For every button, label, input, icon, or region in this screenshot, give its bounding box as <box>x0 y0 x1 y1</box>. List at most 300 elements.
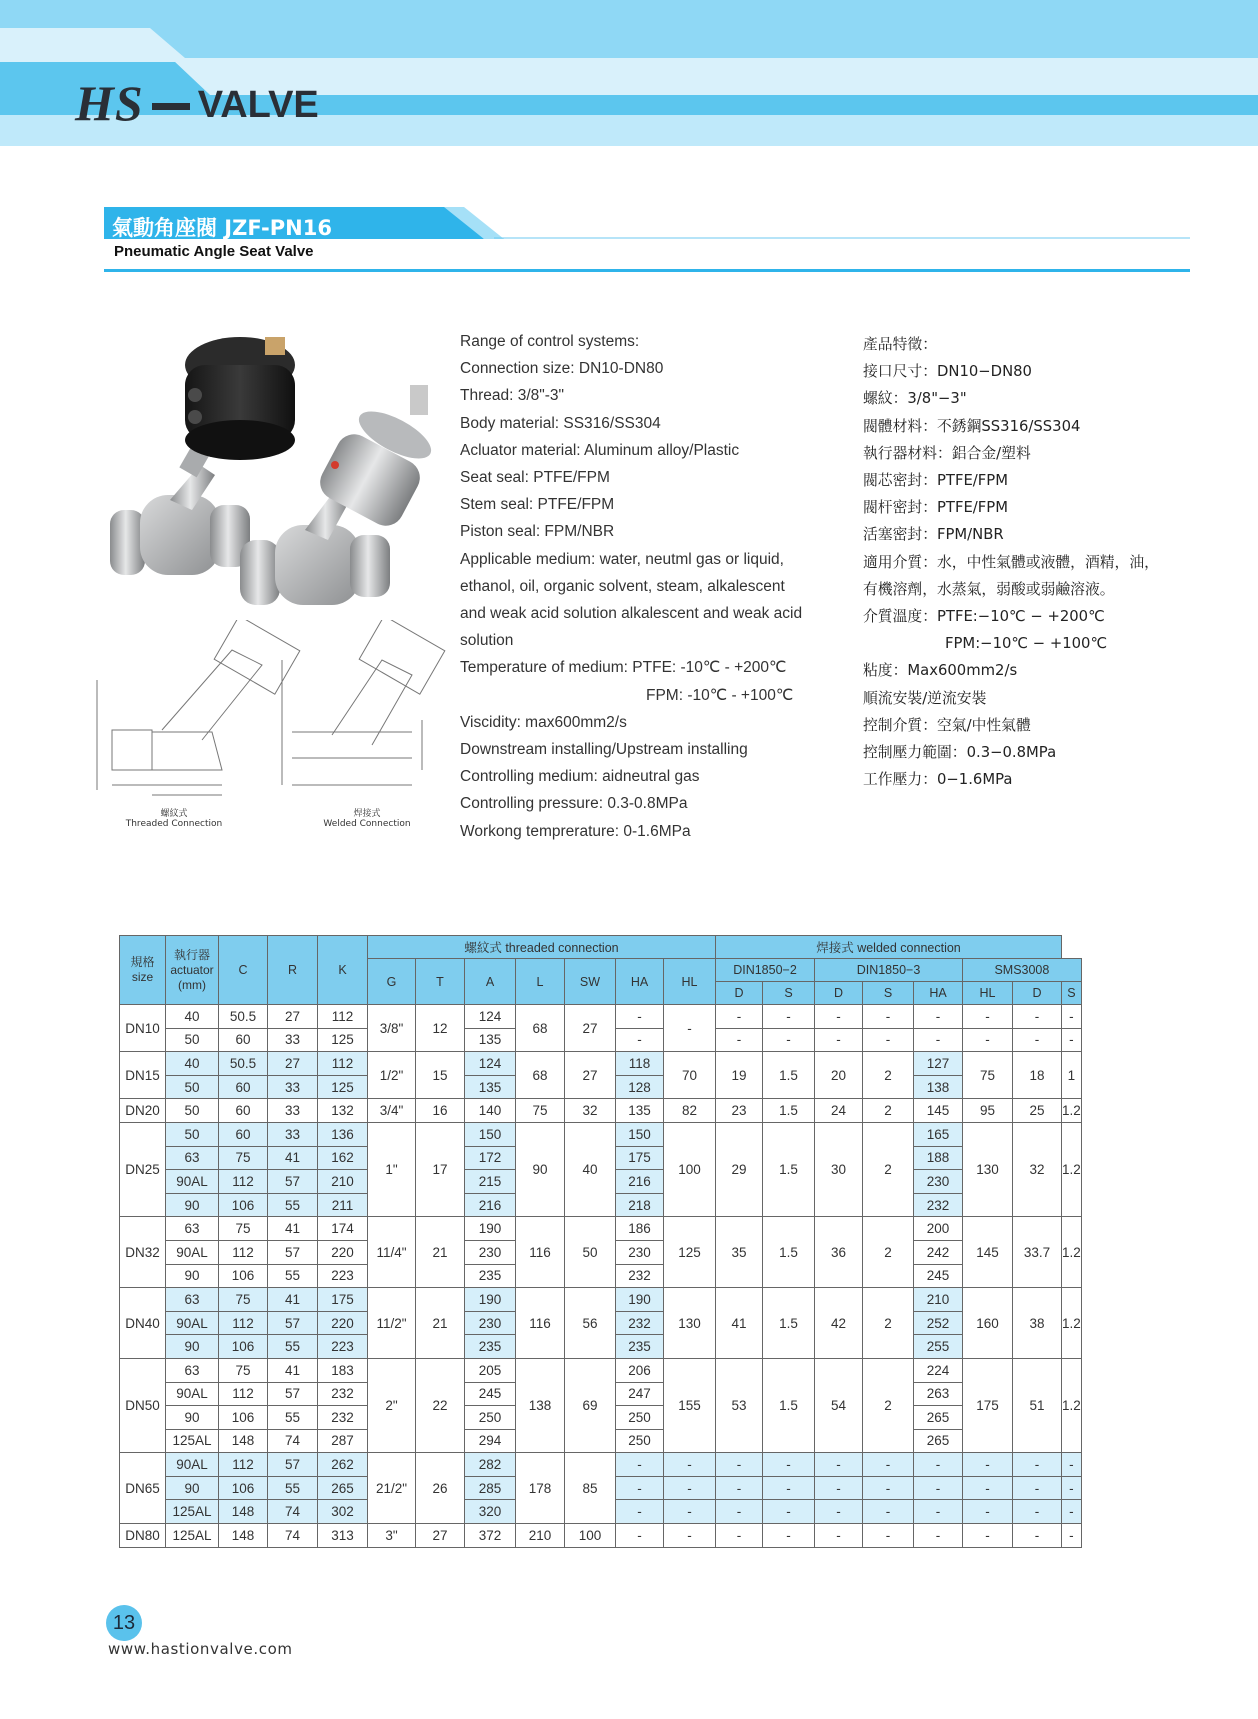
cell-d1s: 1.5 <box>763 1288 815 1359</box>
cell-k: 183 <box>318 1358 368 1382</box>
cell-a: 150 <box>465 1122 516 1146</box>
title-english: Pneumatic Angle Seat Valve <box>114 243 314 260</box>
cell-ss: - <box>1062 1500 1082 1524</box>
col-ha-header: HA <box>616 959 664 1005</box>
cell-d1d: - <box>716 1005 763 1029</box>
cell-shl: 145 <box>963 1217 1013 1288</box>
col-l-header: L <box>516 959 565 1005</box>
cell-size: DN50 <box>120 1358 166 1452</box>
cell-t: 16 <box>416 1099 465 1123</box>
spec-en-line: solution <box>460 632 514 650</box>
cell-k: 223 <box>318 1335 368 1359</box>
col-actuator-header <box>166 936 219 1005</box>
cell-r: 57 <box>268 1170 318 1194</box>
cell-k: 125 <box>318 1075 368 1099</box>
cell-k: 220 <box>318 1311 368 1335</box>
cell-sd: - <box>1013 1453 1062 1477</box>
cell-act: 50 <box>166 1028 219 1052</box>
page-number: 13 <box>106 1605 142 1641</box>
cell-size: DN15 <box>120 1052 166 1099</box>
cell-g: 2" <box>368 1358 416 1452</box>
cell-d2ha: 242 <box>914 1240 963 1264</box>
col-din3-ha-header: HA <box>914 982 963 1005</box>
cell-l: 210 <box>516 1524 565 1548</box>
cell-ha: 235 <box>616 1335 664 1359</box>
cell-r: 27 <box>268 1052 318 1076</box>
cell-d1s: - <box>763 1028 815 1052</box>
cell-sd: - <box>1013 1500 1062 1524</box>
cell-g: 1/2" <box>368 1052 416 1099</box>
cell-sw: 56 <box>565 1288 616 1359</box>
spec-cn-line: 閥芯密封：PTFE/FPM <box>863 472 1008 490</box>
cell-hl: 130 <box>664 1288 716 1359</box>
cell-ha: 150 <box>616 1122 664 1146</box>
cell-r: 57 <box>268 1240 318 1264</box>
cell-a: 205 <box>465 1358 516 1382</box>
spec-en-line: and weak acid solution alkalescent and weak acid <box>460 605 803 623</box>
size-header-en: size <box>131 970 154 984</box>
cell-act: 40 <box>166 1052 219 1076</box>
table-row <box>120 1358 1082 1382</box>
cell-sw: 69 <box>565 1358 616 1452</box>
cell-sd: - <box>1013 1476 1062 1500</box>
cell-d2ha: 265 <box>914 1429 963 1453</box>
cell-r: 33 <box>268 1122 318 1146</box>
spec-cn-line: 粘度：Max600mm2/s <box>863 662 1018 680</box>
cell-d2ha: 145 <box>914 1099 963 1123</box>
cell-k: 132 <box>318 1099 368 1123</box>
cell-ha: 175 <box>616 1146 664 1170</box>
cell-shl: - <box>963 1028 1013 1052</box>
cell-d1d: - <box>716 1476 763 1500</box>
cell-ha: - <box>616 1476 664 1500</box>
cell-d2d: - <box>815 1005 863 1029</box>
cell-c: 106 <box>219 1335 268 1359</box>
cell-shl: - <box>963 1524 1013 1548</box>
cell-d2ha: 200 <box>914 1217 963 1241</box>
cell-d1d: - <box>716 1524 763 1548</box>
cell-act: 125AL <box>166 1500 219 1524</box>
col-g-header: G <box>368 959 416 1005</box>
cell-g: 11/4" <box>368 1217 416 1288</box>
footer-url: www.hastionvalve.com <box>108 1640 293 1658</box>
cell-d2s: - <box>863 1453 914 1477</box>
cell-d2s: 2 <box>863 1122 914 1216</box>
cell-act: 90AL <box>166 1240 219 1264</box>
cell-ha: 216 <box>616 1170 664 1194</box>
cell-d2ha: - <box>914 1028 963 1052</box>
cell-r: 55 <box>268 1264 318 1288</box>
cell-a: 320 <box>465 1500 516 1524</box>
cell-size: DN40 <box>120 1288 166 1359</box>
cell-d2s: - <box>863 1476 914 1500</box>
cell-size: DN25 <box>120 1122 166 1216</box>
col-din3-d-header: D <box>815 982 863 1005</box>
cell-l: 68 <box>516 1052 565 1099</box>
cell-k: 162 <box>318 1146 368 1170</box>
cell-ha: 232 <box>616 1264 664 1288</box>
cell-shl: 160 <box>963 1288 1013 1359</box>
cell-d1s: - <box>763 1453 815 1477</box>
cell-a: 285 <box>465 1476 516 1500</box>
cell-ha: 135 <box>616 1099 664 1123</box>
cell-a: 230 <box>465 1311 516 1335</box>
cell-hl: 70 <box>664 1052 716 1099</box>
cell-shl: 130 <box>963 1122 1013 1216</box>
cell-ss: 1.2 <box>1062 1099 1082 1123</box>
threaded-connection-header: 螺紋式 threaded connection <box>368 936 716 959</box>
sms3008-header: SMS3008 <box>963 959 1082 982</box>
cell-l: 138 <box>516 1358 565 1452</box>
spec-cn-line: 閥杆密封：PTFE/FPM <box>863 499 1008 517</box>
table-row <box>120 1099 1082 1123</box>
cell-act: 90 <box>166 1335 219 1359</box>
cell-hl: 82 <box>664 1099 716 1123</box>
cell-d1s: 1.5 <box>763 1358 815 1452</box>
cell-size: DN20 <box>120 1099 166 1123</box>
welded-caption-en: Welded Connection <box>323 819 411 829</box>
cell-d2ha: 232 <box>914 1193 963 1217</box>
cell-d2ha: - <box>914 1500 963 1524</box>
cell-d1d: 23 <box>716 1099 763 1123</box>
cell-act: 50 <box>166 1075 219 1099</box>
cell-c: 112 <box>219 1240 268 1264</box>
spec-cn-line: 介質溫度：PTFE:−10℃ − +200℃ <box>863 608 1105 626</box>
cell-ha: 247 <box>616 1382 664 1406</box>
spec-cn-line: 有機溶劑，水蒸氣，弱酸或弱鹼溶液。 <box>863 580 1115 598</box>
cell-d2d: 24 <box>815 1099 863 1123</box>
cell-d2ha: 230 <box>914 1170 963 1194</box>
cell-hl: - <box>664 1453 716 1477</box>
cell-c: 75 <box>219 1288 268 1312</box>
cell-c: 106 <box>219 1193 268 1217</box>
threaded-caption-cn: 螺紋式 <box>160 809 188 819</box>
cell-act: 125AL <box>166 1524 219 1548</box>
spec-en-line: Controlling medium: aidneutral gas <box>460 768 700 786</box>
cell-d1s: - <box>763 1005 815 1029</box>
cell-c: 75 <box>219 1146 268 1170</box>
cell-sd: - <box>1013 1028 1062 1052</box>
cell-a: 245 <box>465 1382 516 1406</box>
cell-d2s: - <box>863 1500 914 1524</box>
spec-cn-line: 閥體材料：不銹鋼SS316/SS304 <box>863 417 1081 435</box>
table-row <box>120 1288 1082 1312</box>
valve-photo-plastic <box>110 337 295 575</box>
table-row <box>120 1052 1082 1076</box>
spec-cn-line: 活塞密封：FPM/NBR <box>863 526 1004 544</box>
cell-ss: - <box>1062 1524 1082 1548</box>
cell-act: 90AL <box>166 1170 219 1194</box>
col-sms-d-header: D <box>1013 982 1062 1005</box>
cell-ha: 250 <box>616 1429 664 1453</box>
spec-cn-line: 產品特徵： <box>863 336 937 353</box>
welded-connection-header: 焊接式 welded connection <box>716 936 1062 959</box>
spec-cn-line: 適用介質：水，中性氣體或液體，酒精，油， <box>863 553 1159 571</box>
cell-r: 57 <box>268 1453 318 1477</box>
cell-k: 265 <box>318 1476 368 1500</box>
cell-shl: - <box>963 1453 1013 1477</box>
cell-t: 12 <box>416 1005 465 1052</box>
cell-ha: - <box>616 1500 664 1524</box>
cell-hl: 125 <box>664 1217 716 1288</box>
col-a-header: A <box>465 959 516 1005</box>
cell-sd: 33.7 <box>1013 1217 1062 1288</box>
cell-t: 15 <box>416 1052 465 1099</box>
din1850-2-header: DIN1850−2 <box>716 959 815 982</box>
cell-c: 60 <box>219 1028 268 1052</box>
cell-act: 90AL <box>166 1311 219 1335</box>
cell-c: 75 <box>219 1358 268 1382</box>
cell-ha: 250 <box>616 1406 664 1430</box>
spec-en-line: Thread: 3/8"-3" <box>460 387 565 405</box>
spec-en-line: Range of control systems: <box>460 333 640 350</box>
dimension-drawings <box>92 620 447 800</box>
spec-cn-line: 工作壓力：0−1.6MPa <box>863 771 1013 789</box>
cell-hl: - <box>664 1500 716 1524</box>
col-sw-header: SW <box>565 959 616 1005</box>
cell-l: 90 <box>516 1122 565 1216</box>
cell-d2d: 54 <box>815 1358 863 1452</box>
cell-t: 22 <box>416 1358 465 1452</box>
cell-c: 112 <box>219 1453 268 1477</box>
col-din2-d-header: D <box>716 982 763 1005</box>
col-din2-s-header: S <box>763 982 815 1005</box>
cell-a: 372 <box>465 1524 516 1548</box>
cell-sd: - <box>1013 1005 1062 1029</box>
cell-l: 178 <box>516 1453 565 1524</box>
spec-en-line: Acluator material: Aluminum alloy/Plastic <box>460 441 740 459</box>
cell-hl: - <box>664 1476 716 1500</box>
cell-act: 90AL <box>166 1382 219 1406</box>
col-din3-s-header: S <box>863 982 914 1005</box>
cell-d1s: - <box>763 1524 815 1548</box>
cell-k: 112 <box>318 1052 368 1076</box>
cell-d2ha: 188 <box>914 1146 963 1170</box>
cell-k: 302 <box>318 1500 368 1524</box>
cell-ha: 230 <box>616 1240 664 1264</box>
cell-size: DN10 <box>120 1005 166 1052</box>
cell-shl: - <box>963 1476 1013 1500</box>
cell-d1d: 41 <box>716 1288 763 1359</box>
cell-c: 75 <box>219 1217 268 1241</box>
cell-act: 63 <box>166 1358 219 1382</box>
cell-d2d: 20 <box>815 1052 863 1099</box>
cell-k: 210 <box>318 1170 368 1194</box>
cell-ha: 128 <box>616 1075 664 1099</box>
cell-sd: - <box>1013 1524 1062 1548</box>
cell-c: 148 <box>219 1429 268 1453</box>
cell-a: 140 <box>465 1099 516 1123</box>
cell-d2d: - <box>815 1476 863 1500</box>
cell-ha: 190 <box>616 1288 664 1312</box>
din1850-3-header: DIN1850−3 <box>815 959 963 982</box>
cell-d1s: - <box>763 1500 815 1524</box>
cell-d1d: - <box>716 1453 763 1477</box>
cell-d2d: 30 <box>815 1122 863 1216</box>
cell-sd: 18 <box>1013 1052 1062 1099</box>
cell-act: 63 <box>166 1146 219 1170</box>
cell-g: 3/4" <box>368 1099 416 1123</box>
cell-act: 125AL <box>166 1429 219 1453</box>
spec-cn-line: 控制壓力範圍：0.3−0.8MPa <box>863 744 1057 762</box>
cell-sw: 32 <box>565 1099 616 1123</box>
cell-d1s: 1.5 <box>763 1099 815 1123</box>
cell-ss: 1.2 <box>1062 1358 1082 1452</box>
cell-act: 90 <box>166 1476 219 1500</box>
cell-sw: 27 <box>565 1005 616 1052</box>
cell-d2s: - <box>863 1524 914 1548</box>
col-hl-header: HL <box>664 959 716 1005</box>
cell-d2ha: - <box>914 1453 963 1477</box>
cell-shl: 95 <box>963 1099 1013 1123</box>
cell-r: 74 <box>268 1500 318 1524</box>
cell-d2ha: 210 <box>914 1288 963 1312</box>
spec-list-english <box>460 328 840 845</box>
cell-ha: - <box>616 1524 664 1548</box>
cell-ha: 206 <box>616 1358 664 1382</box>
cell-r: 33 <box>268 1028 318 1052</box>
table-row <box>120 1005 1082 1029</box>
cell-sw: 27 <box>565 1052 616 1099</box>
cell-d1s: 1.5 <box>763 1122 815 1216</box>
cell-size: DN80 <box>120 1524 166 1548</box>
cell-sw: 40 <box>565 1122 616 1216</box>
cell-act: 63 <box>166 1288 219 1312</box>
cell-g: 11/2" <box>368 1288 416 1359</box>
cell-c: 60 <box>219 1099 268 1123</box>
cell-act: 90AL <box>166 1453 219 1477</box>
cell-sd: 38 <box>1013 1288 1062 1359</box>
cell-k: 175 <box>318 1288 368 1312</box>
cell-hl: - <box>664 1005 716 1052</box>
size-header-cn: 規格 <box>130 955 155 969</box>
cell-k: 287 <box>318 1429 368 1453</box>
cell-size: DN32 <box>120 1217 166 1288</box>
table-row <box>120 1217 1082 1241</box>
cell-hl: 155 <box>664 1358 716 1452</box>
cell-l: 116 <box>516 1217 565 1288</box>
cell-act: 63 <box>166 1217 219 1241</box>
cell-a: 294 <box>465 1429 516 1453</box>
spec-en-line: Piston seal: FPM/NBR <box>460 523 615 541</box>
cell-d1s: - <box>763 1476 815 1500</box>
cell-shl: - <box>963 1005 1013 1029</box>
cell-t: 21 <box>416 1288 465 1359</box>
cell-sw: 50 <box>565 1217 616 1288</box>
cell-d1d: - <box>716 1500 763 1524</box>
cell-act: 90 <box>166 1193 219 1217</box>
cell-d2d: 42 <box>815 1288 863 1359</box>
cell-ha: 118 <box>616 1052 664 1076</box>
cell-k: 211 <box>318 1193 368 1217</box>
cell-d2s: 2 <box>863 1052 914 1099</box>
cell-t: 17 <box>416 1122 465 1216</box>
cell-ss: 1.2 <box>1062 1288 1082 1359</box>
cell-ss: - <box>1062 1028 1082 1052</box>
brand-hs: HS <box>75 75 144 131</box>
spec-cn-line: 控制介質：空氣/中性氣體 <box>863 716 1031 734</box>
cell-c: 106 <box>219 1264 268 1288</box>
cell-d1d: 53 <box>716 1358 763 1452</box>
cell-d2ha: - <box>914 1524 963 1548</box>
cell-c: 106 <box>219 1476 268 1500</box>
technical-drawings <box>92 620 447 830</box>
spec-en-line: Downstream installing/Upstream installing <box>460 741 748 759</box>
spec-list-chinese <box>863 331 1203 793</box>
cell-sd: 51 <box>1013 1358 1062 1452</box>
spec-en-line: Applicable medium: water, neutml gas or liquid, <box>460 550 784 568</box>
cell-a: 124 <box>465 1052 516 1076</box>
cell-d2ha: 265 <box>914 1406 963 1430</box>
cell-d2ha: 245 <box>914 1264 963 1288</box>
spec-en-line: Body material: SS316/SS304 <box>460 414 661 432</box>
cell-d2d: - <box>815 1028 863 1052</box>
spec-en-line: ethanol, oil, organic solvent, steam, alkalescent <box>460 577 785 595</box>
col-c-header: C <box>219 936 268 1005</box>
cell-shl: 175 <box>963 1358 1013 1452</box>
cell-c: 148 <box>219 1524 268 1548</box>
cell-d2d: - <box>815 1500 863 1524</box>
cell-a: 190 <box>465 1288 516 1312</box>
cell-ha: - <box>616 1453 664 1477</box>
cell-d2d: - <box>815 1524 863 1548</box>
cell-k: 125 <box>318 1028 368 1052</box>
cell-a: 235 <box>465 1335 516 1359</box>
cell-r: 55 <box>268 1193 318 1217</box>
table-row <box>120 1122 1082 1146</box>
cell-c: 50.5 <box>219 1052 268 1076</box>
cell-k: 112 <box>318 1005 368 1029</box>
spec-en-line: Seat seal: PTFE/FPM <box>460 469 610 487</box>
col-k-header: K <box>318 936 368 1005</box>
cell-shl: 75 <box>963 1052 1013 1099</box>
cell-k: 223 <box>318 1264 368 1288</box>
cell-c: 60 <box>219 1122 268 1146</box>
cell-g: 3" <box>368 1524 416 1548</box>
spec-en-line: Workong temprerature: 0-1.6MPa <box>460 822 691 840</box>
cell-d1s: 1.5 <box>763 1217 815 1288</box>
cell-t: 21 <box>416 1217 465 1288</box>
cell-d2ha: - <box>914 1005 963 1029</box>
cell-act: 50 <box>166 1122 219 1146</box>
cell-a: 230 <box>465 1240 516 1264</box>
cell-k: 262 <box>318 1453 368 1477</box>
cell-a: 215 <box>465 1170 516 1194</box>
cell-r: 74 <box>268 1524 318 1548</box>
spec-cn-line: 接口尺寸：DN10−DN80 <box>863 363 1032 381</box>
cell-d1d: 35 <box>716 1217 763 1288</box>
cell-r: 57 <box>268 1382 318 1406</box>
cell-r: 41 <box>268 1146 318 1170</box>
cell-ha: - <box>616 1028 664 1052</box>
cell-r: 27 <box>268 1005 318 1029</box>
spec-cn-line: 順流安裝/逆流安裝 <box>863 689 987 707</box>
cell-ha: 186 <box>616 1217 664 1241</box>
cell-a: 235 <box>465 1264 516 1288</box>
cell-c: 112 <box>219 1382 268 1406</box>
cell-d2s: - <box>863 1005 914 1029</box>
cell-d2ha: 127 <box>914 1052 963 1076</box>
cell-hl: - <box>664 1524 716 1548</box>
product-photos <box>100 325 450 605</box>
welded-caption-cn: 焊接式 <box>353 809 381 819</box>
cell-ss: 1.2 <box>1062 1217 1082 1288</box>
spec-en-line: Controlling pressure: 0.3-0.8MPa <box>460 795 688 813</box>
cell-g: 21/2" <box>368 1453 416 1524</box>
cell-k: 174 <box>318 1217 368 1241</box>
actuator-header-en: actuator <box>170 962 214 977</box>
threaded-caption-en: Threaded Connection <box>125 819 223 829</box>
